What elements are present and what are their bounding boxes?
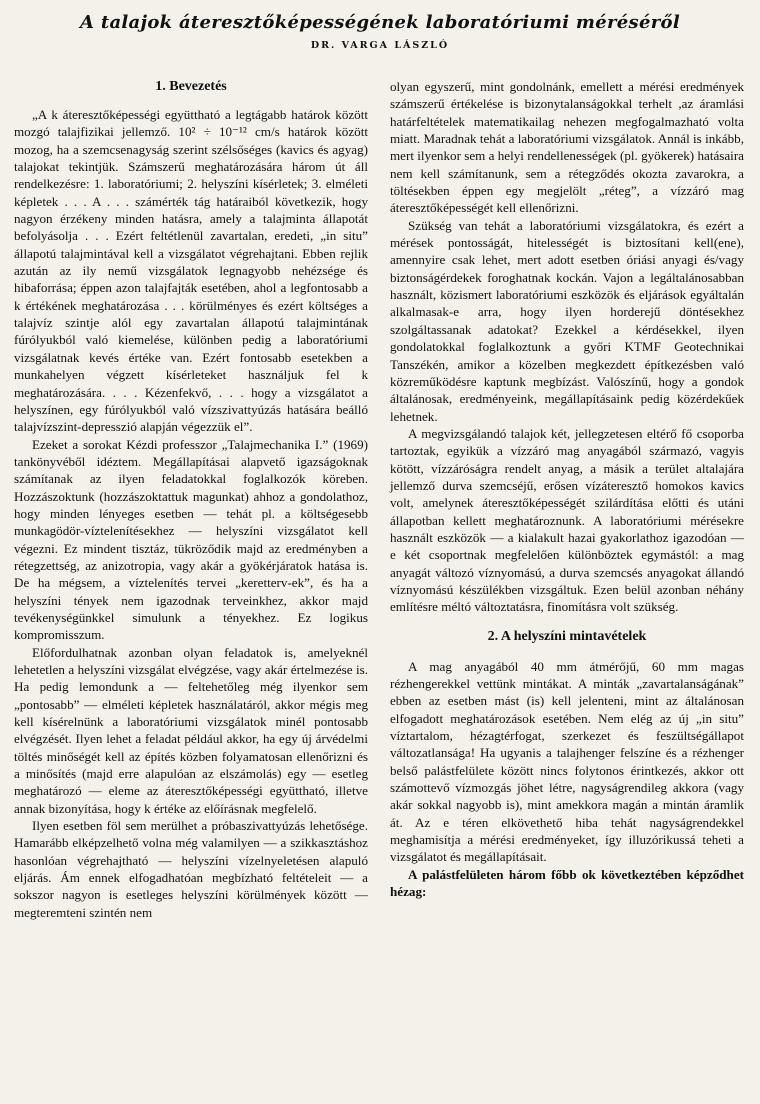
two-column-body (14, 78, 746, 921)
article-title: A talajok áteresztőképességének laboratóriumi méréséről (80, 12, 680, 33)
paragraph: A palástfelületen három főbb ok következtében képződhet hézag: (390, 866, 744, 900)
section-heading-introduction: 1. Bevezetés (155, 79, 227, 94)
paragraph: A mag anyagából 40 mm átmérőjű, 60 mm magas rézhengerekkel vettünk mintákat. A minták „zavartalanságának” ebben az esetben mást (is) kell jelenteni, mint az általánosan elfogadott meghatározások esetében. Nem elég az új „in situ” víztartalom, hézagtérfogat, szerkezet és feszültségállapot változatlansága! Ha ugyanis a talajhenger felszíne és a rézhenger belső palástfelülete között nincs folytonos érintkezés, akkor ott számottevő vízmozgás jöhet létre, nagyságrendileg akkora (vagy akár sokkal nagyobb is), mint amekkora magán a mintán áramlik át. Az e téren elkövethető hiba tehát nagyságrendekkel meghamisítja a mérési eredményeket, így illuzórikussá teheti a vizsgálatot és megállapításait. (390, 658, 744, 865)
left-column (14, 78, 368, 921)
section-heading-sampling: 2. A helyszíni mintavételek (487, 628, 647, 644)
paragraph: Ilyen esetben föl sem merülhet a próbaszivattyúzás lehetősége. Hamarább elképzelhető volna még valamilyen — a szikkasztáshoz hasonlóan végrehajtható — helyszíni vízelnyeletésen alapuló eljárás. Ám ennek elfogadhatóan megbízható feltételeit — a sokszor nagyon is esetleges helyszíni körülmények között — megteremteni szintén nem (14, 818, 368, 920)
paragraph: olyan egyszerű, mint gondolnánk, emellett a mérési eredmények számszerű értékelése is bizonytalanságokkal terhelt ,az áramlási határfeltételek matematikailag nehezen megfogalmazható volta miatt. Maradnak tehát a laboratóriumi vizsgálatok. Annál is inkább, mert ilyenkor sem a helyi rendellenességek (pl. gyökerek) hatásaira nem kell számítanunk, sem a rétegződés okozta zavarokra, a töltésekben éppen egy megjelölt „réteg”, a vízzáró mag áteresztőképességét kell ellenőrizni. (390, 79, 744, 216)
paragraph: A megvizsgálandó talajok két, jellegzetesen eltérő fő csoporba tartoztak, egyikük a vízzáró mag anyagából származó, vagyis kötött, vízzáróságra rendelt anyag, a másik a terület altalajára jellemző durva szemcséjű, erősen vízáteresztő homokos kavics volt, amelynek áteresztőképességét szilárdítása előtti és utáni állapotban kellett meghatároznunk. A laboratóriumi mérésekre használt eszközök — a kialakult hazai gyakorlathoz igazodóan — e két csoportnak megfelelően különböztek egymástól: a mag anyagát változó víznyomású, a durva szemcsés anyagokat állandó víznyomású készülékben vizsgáltuk. Ezen belül azonban néhány említésre méltó változtatásra, finomításra volt szükség. (390, 425, 744, 615)
paragraph: Ezeket a sorokat Kézdi professzor „Talajmechanika I.” (1969) tankönyvéből idéztem. Megállapításai alapvető igazságoknak számítanak az ilyen feladatokkal foglalkozók köreben. Hozzászoktunk (hozzászoktattuk magunkat) ahhoz a gondolathoz, hogy minden lényeges esetben — tehát pl. a költségesebb munkagödör-víztelenítésekhez — helyszíni vizsgálatot kell végezni. Ez mindent tisztáz, tükröződik majd az eredményben a rétegzettség, az anizotropia, vagy akár a gyökérjáratok hatása is. De ha mégsem, a víztelenítés tervei „keretterv-ek”, és ha a helyszíni tények nem igazodnak terveinkhez, akkor majd tevékenységünkkel simulunk a tényekhez. Ez logikus kompromisszum. (14, 436, 368, 643)
paragraph: Előfordulhatnak azonban olyan feladatok is, amelyeknél lehetetlen a helyszíni vizsgálat elvégzése, vagy akár értelmezése is. Ha pedig lemondunk a — feltehetőleg még ilyenkor sem „pontosabb” — elméleti képletek használatáról, akkor mégis meg kell kísérelnünk a laboratóriumi vizsgálatok minél pontosabb elvégzését. Ilyen lehet a feladat például akkor, ha egy új árvédelmi töltés minőségét kell az építés közben folyamatosan ellenőrizni és a minősítés (majd erre alapulóan az elszámolás) egy — esetleg meghatározó — eleme az áteresztőképességi együttható, illetve annak bizonyítása, hogy k értéke az előírásnak megfelelő. (14, 644, 368, 816)
author-line: DR. VARGA LÁSZLÓ (310, 40, 450, 51)
paragraph: „A k áteresztőképességi együttható a legtágabb határok között mozgó talajfizikai jellemző. 10² ÷ 10⁻¹² cm/s határok között mozog, ha a szemcsenagyság szerint szélsőséges (kavics és agyag) talajokat tekintjük. Számszerű meghatározására három út áll rendelkezésre: 1. laboratóriumi; 2. helyszíni kísérletek; 3. elméleti képletek . . . A . . . számérték tág határaiból következik, hogy nagyon érzékeny minden hatásra, amely a talajminta állapotát befolyásolja . . . Ezért feltétlenül zavartalan, eredeti, „in situ” állapotú talajmintával kell a vizsgálatot végrehajtani. Ebben rejlik azután az ily nemű vizsgálatok legnagyobb nehézsége és hibaforrása; éppen azon talajfajták esetében, ahol a legfontosabb a k értékének meghatározása . . . körülményes és ezért költséges a talajvíz szintje alól egy zavartalan állapotú talajmintának fúrólyukból való kiemelése, különben pedig a laboratóriumi vizsgálatnak kevés értéke van. Ezért fontosabb esetekben a munkahelyen végzett kísérleteket használjuk fel k meghatározására. . . . Kézenfekvő, . . . hogy a vizsgálatot a helyszínen, egy fúrólyukból való vízszivattyúzás hatására beálló talajvízszint-depresszió alapján végezzük el”. (14, 107, 368, 435)
right-column (390, 78, 744, 921)
paragraph: Szükség van tehát a laboratóriumi vizsgálatokra, és ezért a mérések pontosságát, hitelességét is biztosítani kell(ene), amennyire csak lehet, mert adott esetben óriási anyagi és/vagy biztonságérdekek foroghatnak kockán. Vajon a legáltalánosabban használt, közismert laboratóriumi eszközök és eljárások egyáltalán alkalmasak-e arra, hogy ilyen horderejű döntésekhez szolgáltassanak adatokat? Ezekkel a kérdésekkel, ilyen gondolatokkal foglalkoztunk a győri KTMF Geotechnikai Tanszékén, amikor a közelben megkezdett építkezésben való közreműködésre kaptunk megbízást. Valószínű, hogy a gondok általánosak, eredményeink, megállapításaink pedig közérdekűek lehetnek. (390, 217, 744, 424)
